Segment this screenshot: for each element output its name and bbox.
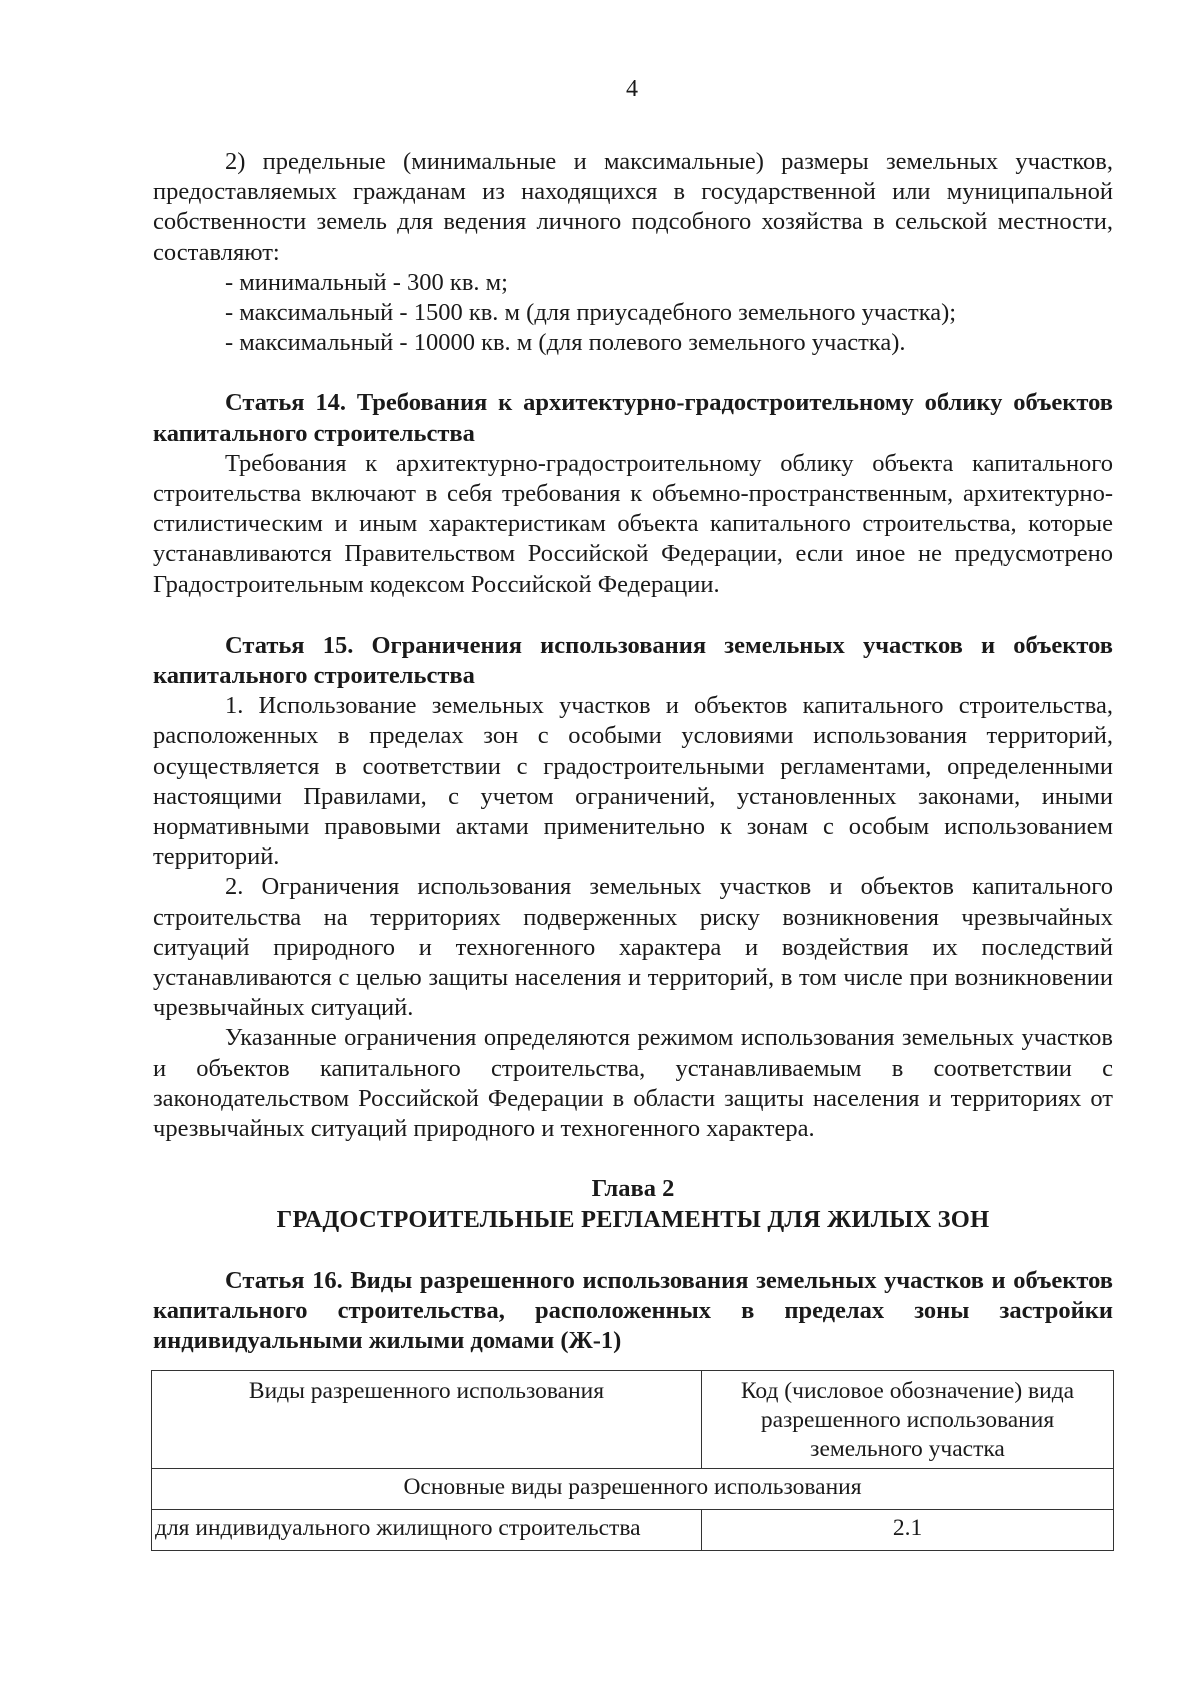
- item2-paragraph: 2) предельные (минимальные и максимальные) размеры земельных участков, предоставляемых гражданам из находящихся в государственной или муниципальной собственности земель для ведения личного подсобного хозяйства в сельской местности, составляют:: [153, 148, 1113, 266]
- dash-item-max-1: - максимальный - 1500 кв. м (для приусадебного земельного участка);: [225, 299, 957, 327]
- table-header-use: Виды разрешенного использования: [152, 1371, 702, 1469]
- table-section-row: [152, 1469, 1114, 1510]
- article15-paragraph-2: 2. Ограничения использования земельных участков и объектов капитального строительства на территориях подверженных риску возникновения чрезвычайных ситуаций природного и техногенного характера и воздействия их последствий устанавливаются с целью защиты населения и территорий, в том числе при возникновении чрезвычайных ситуаций.: [153, 873, 1113, 1022]
- article14-title: Статья 14. Требования к архитектурно-градостроительному облику объектов капитального строительства: [153, 389, 1113, 447]
- article15-paragraph-3: Указанные ограничения определяются режимом использования земельных участков и объектов капитального строительства, устанавливаемым в соответствии с законодательством Российской Федерации в области защиты населения и территориях от чрезвычайных ситуаций природного и техногенного характера.: [153, 1024, 1113, 1143]
- table-header-code: Код (числовое обозначение) вида разрешенного использования земельного участка: [702, 1371, 1114, 1469]
- article16-title: Статья 16. Виды разрешенного использования земельных участков и объектов капитального строительства, расположенных в пределах зоны застройки индивидуальными жилыми домами (Ж-1): [153, 1266, 1113, 1355]
- chapter-number: Глава 2: [591, 1175, 675, 1203]
- document-body: [153, 147, 1113, 1356]
- table-cell-use: для индивидуального жилищного строительства: [152, 1510, 702, 1551]
- article15-title: Статья 15. Ограничения использования земельных участков и объектов капитального строительства: [153, 631, 1113, 690]
- article15-paragraph-1: 1. Использование земельных участков и объектов капитального строительства, расположенных в пределах зон с особыми условиями использования территорий, осуществляется в соответствии с градостроительными регламентами, определенными настоящими Правилами, с учетом ограничений, установленных законами, иными нормативными правовыми актами применительно к зонам с особым использованием территорий.: [153, 692, 1113, 871]
- dash-item-min: - минимальный - 300 кв. м;: [225, 268, 508, 296]
- article14-body: Требования к архитектурно-градостроительному облику объекта капитального строительства включают в себя требования к объемно-пространственным, архитектурно-стилистическим и иным характеристикам объекта капитального строительства, которые устанавливаются Правительством Российской Федерации, если иное не предусмотрено Градостроительным кодексом Российской Федерации.: [153, 449, 1113, 598]
- table-cell-code: 2.1: [702, 1510, 1114, 1551]
- table-section-label: Основные виды разрешенного использования: [152, 1469, 1114, 1510]
- table-row: [152, 1510, 1114, 1551]
- dash-item-max-2: - максимальный - 10000 кв. м (для полевого земельного участка).: [225, 329, 906, 357]
- page-number: 4: [626, 76, 638, 102]
- chapter-title: ГРАДОСТРОИТЕЛЬНЫЕ РЕГЛАМЕНТЫ ДЛЯ ЖИЛЫХ ЗОН: [276, 1205, 990, 1233]
- permitted-use-table: [151, 1370, 1114, 1551]
- table-header-row: [152, 1371, 1114, 1469]
